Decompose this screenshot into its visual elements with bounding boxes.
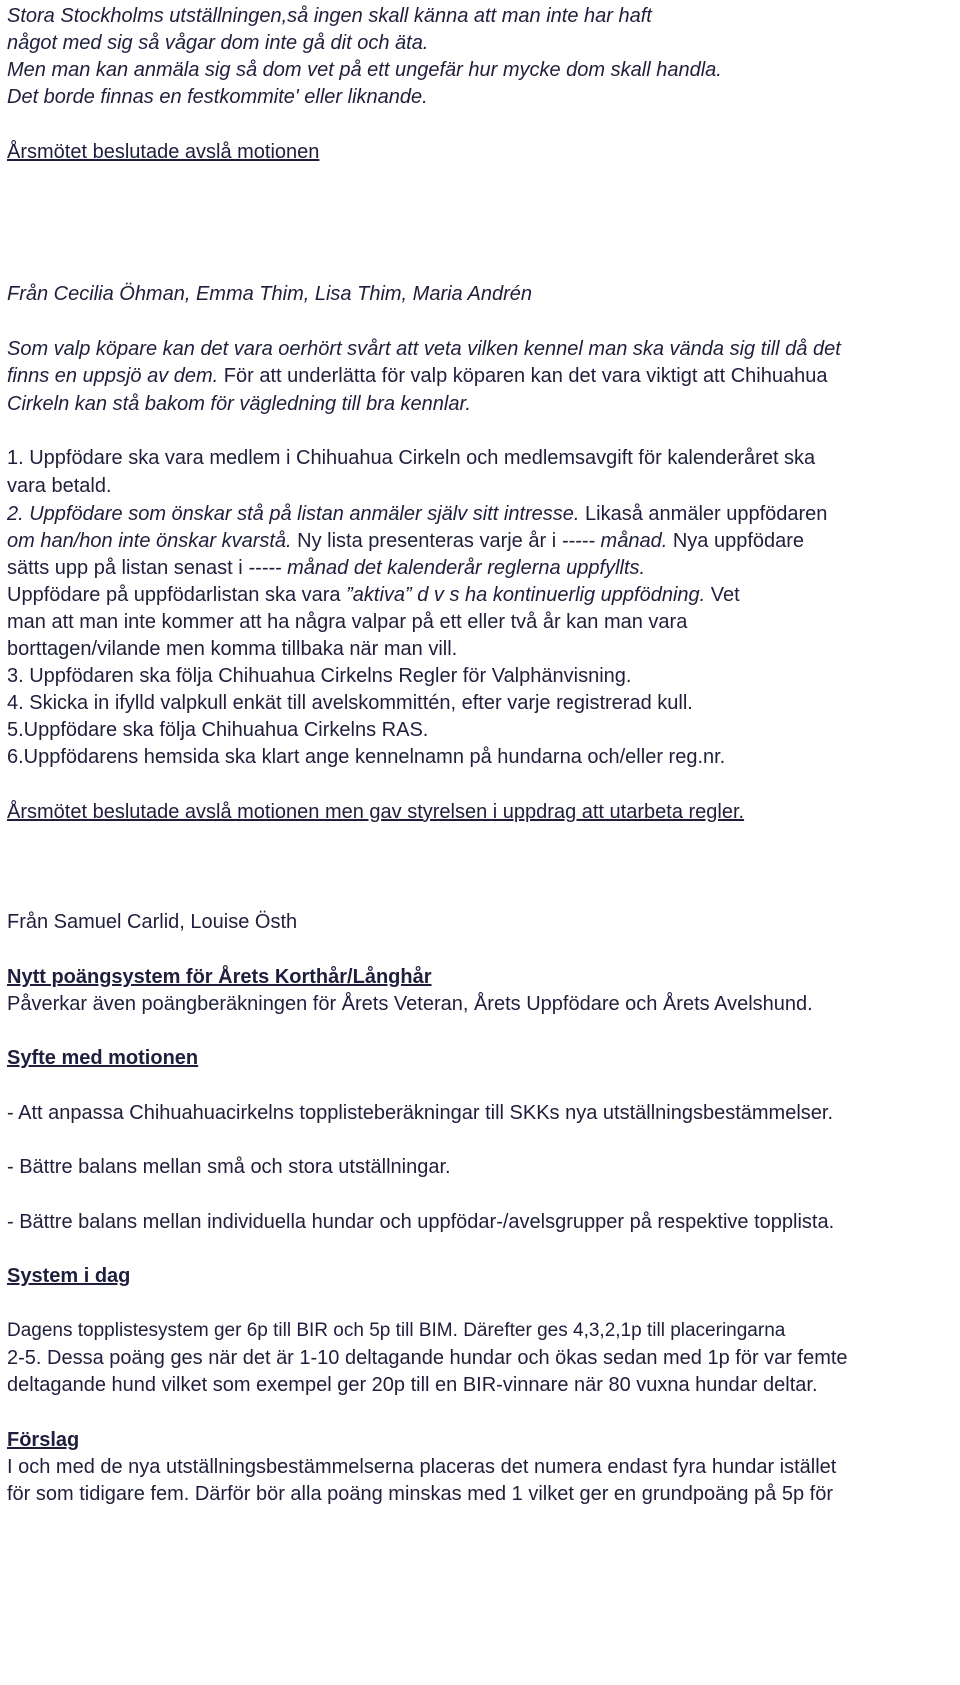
text-line-11: [7, 474, 112, 498]
text-line-21: [7, 745, 725, 769]
text-segment: 6.Uppfödarens hemsida ska klart ange kennelnamn på hundarna och/eller reg.nr.: [7, 746, 726, 768]
text-segment: Dagens topplistesystem ger 6p till BIR och 5p till BIM. Därefter ges 4,3,2,1p till placeringarna: [7, 1320, 786, 1341]
text-line-8: [7, 364, 827, 388]
text-segment: Likaså anmäler uppfödaren: [585, 503, 828, 525]
text-line-9: [7, 392, 471, 416]
text-line-17: [7, 637, 457, 661]
text-segment: ”aktiva” d v s ha kontinuerlig uppfödning.: [346, 584, 706, 606]
byline-cecilia: [7, 282, 532, 306]
text-line-18: [7, 664, 631, 688]
text-segment: ----- månad.: [561, 530, 668, 552]
text-line-15: [7, 583, 740, 607]
heading-decision-2: [7, 800, 744, 824]
heading-system-i-dag: [7, 1264, 130, 1288]
text-segment: I och med de nya utställningsbestämmelserna placeras det numera endast fyra hundar istället: [7, 1456, 837, 1478]
text-segment: Uppfödare på uppfödarlistan ska vara: [7, 584, 347, 606]
text-segment: Nytt poängsystem för Årets Korthår/Långhår: [7, 966, 432, 988]
text-segment: för som tidigare fem. Därför bör alla poäng minskas med 1 vilket ger en grundpoäng på 5p för: [7, 1483, 833, 1505]
heading-forslag: [7, 1428, 79, 1452]
text-segment: - Bättre balans mellan individuella hundar och uppfödar-/avelsgrupper på respektive topplista.: [7, 1211, 835, 1233]
text-segment: Årsmötet beslutade avslå motionen men gav styrelsen i uppdrag att utarbeta regler.: [7, 801, 745, 823]
text-segment: något med sig så vågar dom inte gå dit och äta.: [7, 32, 429, 54]
text-line-19: [7, 691, 693, 715]
text-segment: För att underlätta för valp köparen kan det vara viktigt att Chihuahua: [223, 365, 828, 387]
text-segment: om han/hon inte önskar kvarstå.: [7, 530, 298, 552]
heading-syfte: [7, 1046, 198, 1070]
text-segment: 5.Uppfödare ska följa Chihuahua Cirkelns RAS.: [7, 719, 429, 741]
text-segment: Förslag: [7, 1429, 80, 1451]
heading-nytt-poangsystem: [7, 965, 432, 989]
text-segment: vara betald.: [7, 475, 112, 497]
text-segment: ----- månad det kalenderår reglerna uppfyllts.: [248, 557, 646, 579]
text-segment: Cirkeln kan stå bakom för vägledning till bra kennlar.: [7, 393, 471, 415]
text-line-35: [7, 1455, 836, 1479]
text-segment: Men man kan anmäla sig så dom vet på ett ungefär hur mycke dom skall handla.: [7, 59, 722, 81]
text-line-25: [7, 992, 813, 1016]
text-segment: man att man inte kommer att ha några valpar på ett eller två år kan man vara: [7, 611, 688, 633]
text-segment: - Bättre balans mellan små och stora utställningar.: [7, 1156, 451, 1178]
text-line-10: [7, 446, 815, 470]
text-line-14: [7, 556, 645, 580]
text-segment: Det borde finnas en festkommite' eller liknande.: [7, 86, 428, 108]
text-segment: Från Samuel Carlid, Louise Östh: [7, 911, 298, 933]
text-line-7: [7, 337, 841, 361]
text-line-12: [7, 502, 827, 526]
text-segment: sätts upp på listan senast i: [7, 557, 249, 579]
text-segment: deltagande hund vilket som exempel ger 20p till en BIR-vinnare när 80 vuxna hundar deltar.: [7, 1374, 818, 1396]
heading-decision-1: [7, 140, 319, 164]
text-line-29: [7, 1210, 834, 1234]
text-segment: Från Cecilia Öhman, Emma Thim, Lisa Thim, Maria Andrén: [7, 283, 532, 305]
text-line-3: [7, 58, 722, 82]
text-segment: 2-5. Dessa poäng ges när det är 1-10 deltagande hundar och ökas sedan med 1p för var femte: [7, 1347, 848, 1369]
text-segment: borttagen/vilande men komma tillbaka när man vill.: [7, 638, 458, 660]
text-line-27: [7, 1101, 833, 1125]
text-line-4: [7, 85, 428, 109]
text-segment: 1. Uppfödare ska vara medlem i Chihuahua Cirkeln och medlemsavgift för kalenderåret ska: [7, 447, 816, 469]
text-line-20: [7, 718, 428, 742]
text-segment: finns en uppsjö av dem.: [7, 365, 224, 387]
text-segment: Ny lista presenteras varje år i: [297, 530, 562, 552]
text-line-16: [7, 610, 687, 634]
text-segment: System i dag: [7, 1265, 131, 1287]
text-line-13: [7, 529, 804, 553]
text-line-2: [7, 31, 428, 55]
text-line-36: [7, 1482, 833, 1506]
text-line-32: [7, 1346, 848, 1370]
text-line-28: [7, 1155, 451, 1179]
text-segment: - Att anpassa Chihuahuacirkelns topplisteberäkningar till SKKs nya utställningsbestämmelser.: [7, 1102, 833, 1124]
text-segment: Årsmötet beslutade avslå motionen: [7, 141, 320, 163]
text-segment: 4. Skicka in ifylld valpkull enkät till avelskommittén, efter varje registrerad kull.: [7, 692, 693, 714]
text-segment: Nya uppfödare: [667, 530, 805, 552]
text-segment: Vet: [705, 584, 740, 606]
text-segment: Påverkar även poängberäkningen för Årets Veteran, Årets Uppfödare och Årets Avelshund.: [7, 993, 813, 1015]
text-segment: Som valp köpare kan det vara oerhört svårt att veta vilken kennel man ska vända sig till då det: [7, 338, 841, 360]
text-line-33: [7, 1373, 818, 1397]
text-segment: 2. Uppfödare som önskar stå på listan anmäler själv sitt intresse.: [7, 503, 586, 525]
text-line-1: [7, 4, 652, 28]
byline-samuel: [7, 910, 297, 934]
text-segment: 3. Uppfödaren ska följa Chihuahua Cirkelns Regler för Valphänvisning.: [7, 665, 632, 687]
text-segment: Syfte med motionen: [7, 1047, 199, 1069]
text-line-31: [7, 1319, 785, 1343]
text-segment: Stora Stockholms utställningen,så ingen skall känna att man inte har haft: [7, 5, 652, 27]
